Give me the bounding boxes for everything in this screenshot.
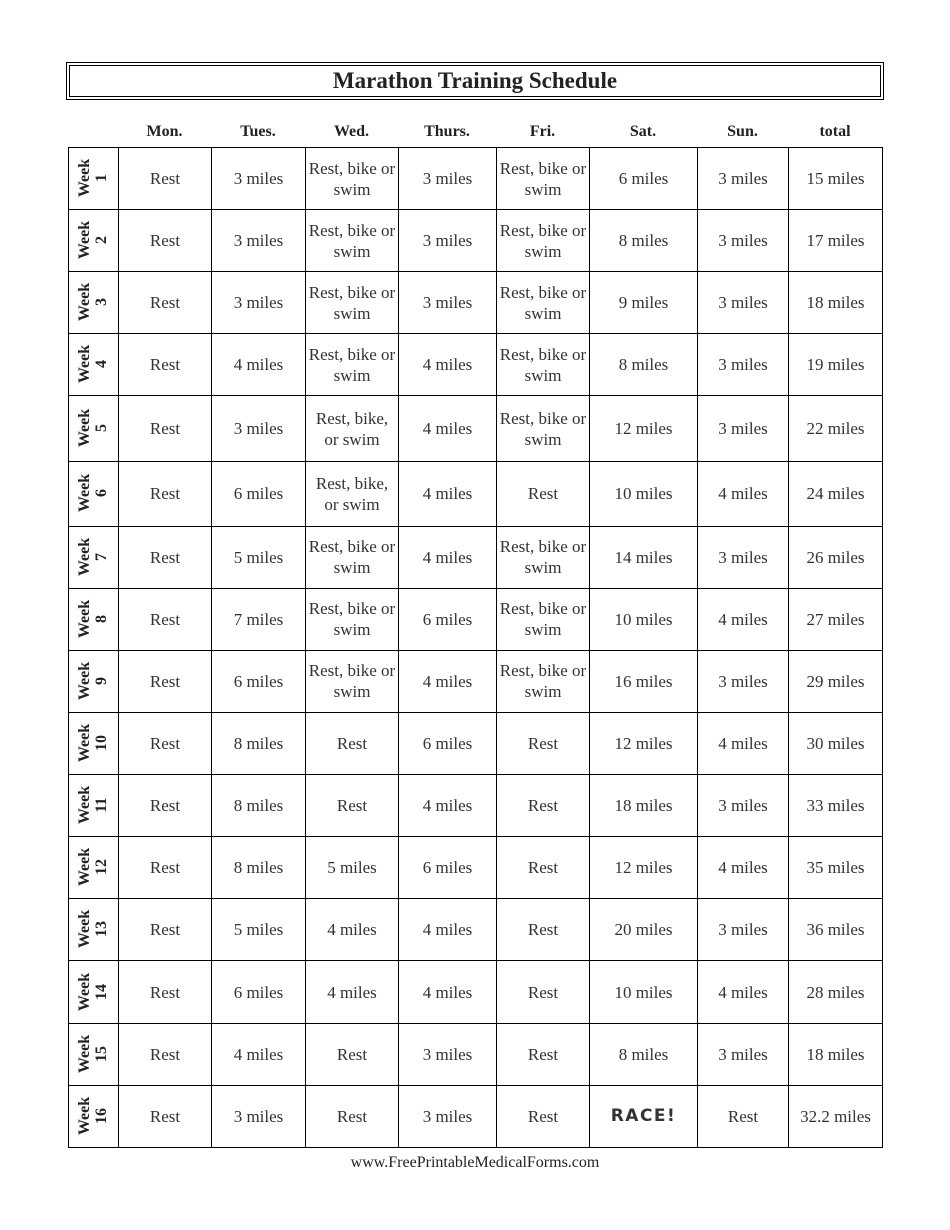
week-number: 2 <box>93 236 111 245</box>
header-wed: Wed. <box>333 123 370 140</box>
cell-sat: 12 miles <box>590 837 698 899</box>
cell-sat: 10 miles <box>590 588 698 650</box>
week-cell <box>69 334 119 396</box>
cell-fri: Rest, bike or swim <box>497 650 590 712</box>
week-prefix: Week <box>76 910 94 949</box>
cell-sat: 10 miles <box>590 961 698 1023</box>
week-number: 14 <box>93 983 111 1000</box>
cell-total: 32.2 miles <box>789 1085 883 1147</box>
cell-fri: Rest, bike or swim <box>497 396 590 461</box>
cell-wed: Rest, bike or swim <box>306 272 399 334</box>
week-number: 9 <box>93 676 111 685</box>
header-mon: Mon. <box>146 123 183 140</box>
week-label <box>77 1035 111 1073</box>
cell-wed: Rest, bike or swim <box>306 334 399 396</box>
header-thurs: Thurs. <box>424 123 470 140</box>
cell-tues: 8 miles <box>212 775 306 837</box>
week-label <box>77 910 111 948</box>
cell-mon: Rest <box>119 210 212 272</box>
cell-mon: Rest <box>119 526 212 588</box>
cell-wed: 5 miles <box>306 837 399 899</box>
page-title: Marathon Training Schedule <box>332 68 618 93</box>
cell-sun: 3 miles <box>698 526 789 588</box>
table-row <box>69 272 883 334</box>
cell-sat: 18 miles <box>590 775 698 837</box>
week-number: 13 <box>93 921 111 938</box>
week-label <box>77 345 111 383</box>
cell-thurs: 3 miles <box>399 1023 497 1085</box>
cell-sat: 8 miles <box>590 1023 698 1085</box>
week-cell <box>69 272 119 334</box>
week-prefix: Week <box>76 848 94 887</box>
cell-wed: 4 miles <box>306 961 399 1023</box>
cell-total: 35 miles <box>789 837 883 899</box>
week-prefix: Week <box>76 408 94 448</box>
cell-tues: 3 miles <box>212 1085 306 1147</box>
header-fri: Fri. <box>529 123 556 140</box>
week-label <box>77 221 111 259</box>
week-label <box>77 724 111 762</box>
week-label <box>77 848 111 886</box>
cell-tues: 4 miles <box>212 334 306 396</box>
cell-sun: 3 miles <box>698 775 789 837</box>
week-label <box>77 538 111 576</box>
week-number: 7 <box>93 552 111 561</box>
week-cell <box>69 775 119 837</box>
cell-total: 18 miles <box>789 1023 883 1085</box>
cell-sat: 20 miles <box>590 899 698 961</box>
cell-wed: Rest <box>306 713 399 775</box>
week-prefix: Week <box>76 786 94 825</box>
week-prefix: Week <box>76 158 94 198</box>
cell-mon: Rest <box>119 713 212 775</box>
cell-tues: 8 miles <box>212 713 306 775</box>
cell-sun: 4 miles <box>698 837 789 899</box>
cell-sat: 8 miles <box>590 210 698 272</box>
cell-tues: 6 miles <box>212 650 306 712</box>
cell-total: 18 miles <box>789 272 883 334</box>
table-row <box>69 899 883 961</box>
cell-thurs: 3 miles <box>399 272 497 334</box>
week-label <box>77 1097 111 1135</box>
cell-total: 26 miles <box>789 526 883 588</box>
week-label <box>77 474 111 512</box>
week-cell <box>69 148 119 210</box>
table-row <box>69 837 883 899</box>
week-cell <box>69 899 119 961</box>
cell-wed: Rest, bike, or swim <box>306 396 399 461</box>
week-prefix: Week <box>76 537 94 576</box>
header-sun: Sun. <box>727 123 758 140</box>
cell-tues: 8 miles <box>212 837 306 899</box>
table-row <box>69 334 883 396</box>
cell-thurs: 4 miles <box>399 461 497 526</box>
cell-wed: Rest, bike, or swim <box>306 461 399 526</box>
cell-sat: 16 miles <box>590 650 698 712</box>
table-row <box>69 588 883 650</box>
cell-sat: 12 miles <box>590 396 698 461</box>
week-number: 12 <box>93 859 111 876</box>
cell-wed: Rest, bike or swim <box>306 210 399 272</box>
cell-fri: Rest <box>497 461 590 526</box>
week-label <box>77 786 111 824</box>
table-row <box>69 961 883 1023</box>
week-prefix: Week <box>76 972 94 1011</box>
week-cell <box>69 961 119 1023</box>
cell-thurs: 4 miles <box>399 775 497 837</box>
week-prefix: Week <box>76 474 94 513</box>
cell-mon: Rest <box>119 837 212 899</box>
week-prefix: Week <box>76 1096 94 1135</box>
week-number: 3 <box>93 298 111 307</box>
week-number: 4 <box>93 360 111 369</box>
week-prefix: Week <box>76 599 94 638</box>
cell-sat: RACE! <box>590 1085 698 1147</box>
week-prefix: Week <box>76 283 94 322</box>
cell-thurs: 3 miles <box>399 210 497 272</box>
cell-total: 33 miles <box>789 775 883 837</box>
week-label <box>77 600 111 638</box>
cell-sat: 14 miles <box>590 526 698 588</box>
cell-sun: Rest <box>698 1085 789 1147</box>
column-headers <box>0 118 950 146</box>
cell-fri: Rest, bike or swim <box>497 148 590 210</box>
week-prefix: Week <box>76 1034 94 1073</box>
cell-sun: 3 miles <box>698 899 789 961</box>
week-label <box>77 283 111 321</box>
cell-total: 17 miles <box>789 210 883 272</box>
cell-mon: Rest <box>119 1085 212 1147</box>
cell-fri: Rest <box>497 961 590 1023</box>
week-prefix: Week <box>76 723 94 763</box>
week-cell <box>69 526 119 588</box>
week-prefix: Week <box>76 345 94 384</box>
cell-total: 27 miles <box>789 588 883 650</box>
cell-sat: 12 miles <box>590 713 698 775</box>
week-label <box>77 159 111 197</box>
week-cell <box>69 1023 119 1085</box>
cell-sun: 4 miles <box>698 588 789 650</box>
cell-total: 15 miles <box>789 148 883 210</box>
cell-sat: 8 miles <box>590 334 698 396</box>
week-cell <box>69 396 119 461</box>
cell-fri: Rest <box>497 899 590 961</box>
table-row <box>69 461 883 526</box>
cell-thurs: 6 miles <box>399 713 497 775</box>
cell-fri: Rest <box>497 713 590 775</box>
week-number: 15 <box>93 1045 111 1062</box>
cell-fri: Rest, bike or swim <box>497 334 590 396</box>
cell-thurs: 3 miles <box>399 1085 497 1147</box>
cell-wed: Rest, bike or swim <box>306 650 399 712</box>
table-row <box>69 1023 883 1085</box>
table-row <box>69 713 883 775</box>
cell-fri: Rest <box>497 1023 590 1085</box>
header-sat: Sat. <box>629 123 657 140</box>
cell-wed: Rest <box>306 775 399 837</box>
week-number: 16 <box>93 1107 111 1124</box>
cell-tues: 5 miles <box>212 526 306 588</box>
header-total: total <box>819 123 851 140</box>
footer-url: www.FreePrintableMedicalForms.com <box>350 1154 600 1171</box>
cell-tues: 3 miles <box>212 272 306 334</box>
cell-mon: Rest <box>119 148 212 210</box>
cell-total: 30 miles <box>789 713 883 775</box>
week-prefix: Week <box>76 661 94 701</box>
title-box <box>66 62 884 100</box>
cell-wed: Rest <box>306 1085 399 1147</box>
cell-sun: 4 miles <box>698 713 789 775</box>
cell-fri: Rest <box>497 1085 590 1147</box>
week-number: 6 <box>93 489 111 498</box>
cell-fri: Rest, bike or swim <box>497 588 590 650</box>
title-frame <box>69 65 881 97</box>
cell-thurs: 4 miles <box>399 961 497 1023</box>
cell-wed: Rest, bike or swim <box>306 526 399 588</box>
cell-sun: 3 miles <box>698 650 789 712</box>
cell-sun: 3 miles <box>698 396 789 461</box>
cell-sat: 6 miles <box>590 148 698 210</box>
table-row <box>69 650 883 712</box>
cell-tues: 7 miles <box>212 588 306 650</box>
week-label <box>77 662 111 700</box>
cell-thurs: 4 miles <box>399 396 497 461</box>
table-row <box>69 210 883 272</box>
cell-mon: Rest <box>119 461 212 526</box>
week-cell <box>69 1085 119 1147</box>
week-cell <box>69 650 119 712</box>
week-cell <box>69 461 119 526</box>
cell-total: 19 miles <box>789 334 883 396</box>
cell-mon: Rest <box>119 775 212 837</box>
week-cell <box>69 210 119 272</box>
cell-total: 29 miles <box>789 650 883 712</box>
cell-tues: 3 miles <box>212 396 306 461</box>
cell-mon: Rest <box>119 1023 212 1085</box>
cell-tues: 5 miles <box>212 899 306 961</box>
week-label <box>77 409 111 447</box>
cell-thurs: 4 miles <box>399 334 497 396</box>
cell-fri: Rest, bike or swim <box>497 526 590 588</box>
header-tues: Tues. <box>240 123 276 140</box>
cell-thurs: 4 miles <box>399 650 497 712</box>
cell-sat: 9 miles <box>590 272 698 334</box>
week-number: 5 <box>93 424 111 432</box>
cell-sun: 3 miles <box>698 210 789 272</box>
cell-sun: 3 miles <box>698 334 789 396</box>
cell-thurs: 4 miles <box>399 899 497 961</box>
cell-tues: 3 miles <box>212 148 306 210</box>
cell-mon: Rest <box>119 272 212 334</box>
cell-total: 24 miles <box>789 461 883 526</box>
cell-mon: Rest <box>119 899 212 961</box>
cell-total: 22 miles <box>789 396 883 461</box>
cell-tues: 4 miles <box>212 1023 306 1085</box>
cell-tues: 3 miles <box>212 210 306 272</box>
cell-mon: Rest <box>119 396 212 461</box>
week-prefix: Week <box>76 221 94 260</box>
cell-wed: Rest <box>306 1023 399 1085</box>
table-row <box>69 396 883 461</box>
table-row <box>69 148 883 210</box>
table-row <box>69 526 883 588</box>
cell-tues: 6 miles <box>212 961 306 1023</box>
cell-thurs: 4 miles <box>399 526 497 588</box>
week-cell <box>69 588 119 650</box>
cell-thurs: 6 miles <box>399 588 497 650</box>
cell-sat: 10 miles <box>590 461 698 526</box>
week-number: 11 <box>93 797 111 813</box>
cell-sun: 4 miles <box>698 961 789 1023</box>
cell-fri: Rest <box>497 837 590 899</box>
cell-tues: 6 miles <box>212 461 306 526</box>
week-label <box>77 972 111 1010</box>
cell-mon: Rest <box>119 588 212 650</box>
table-row <box>69 1085 883 1147</box>
cell-thurs: 6 miles <box>399 837 497 899</box>
week-number: 1 <box>93 174 111 183</box>
cell-mon: Rest <box>119 334 212 396</box>
cell-fri: Rest <box>497 775 590 837</box>
week-cell <box>69 713 119 775</box>
cell-sun: 3 miles <box>698 148 789 210</box>
schedule-table <box>68 147 883 1148</box>
cell-sun: 4 miles <box>698 461 789 526</box>
cell-wed: 4 miles <box>306 899 399 961</box>
cell-wed: Rest, bike or swim <box>306 588 399 650</box>
cell-total: 36 miles <box>789 899 883 961</box>
cell-mon: Rest <box>119 650 212 712</box>
cell-wed: Rest, bike or swim <box>306 148 399 210</box>
cell-thurs: 3 miles <box>399 148 497 210</box>
cell-sun: 3 miles <box>698 1023 789 1085</box>
week-cell <box>69 837 119 899</box>
table-row <box>69 775 883 837</box>
week-number: 8 <box>93 614 111 623</box>
cell-fri: Rest, bike or swim <box>497 210 590 272</box>
week-number: 10 <box>93 735 111 752</box>
cell-sun: 3 miles <box>698 272 789 334</box>
cell-mon: Rest <box>119 961 212 1023</box>
cell-fri: Rest, bike or swim <box>497 272 590 334</box>
cell-total: 28 miles <box>789 961 883 1023</box>
